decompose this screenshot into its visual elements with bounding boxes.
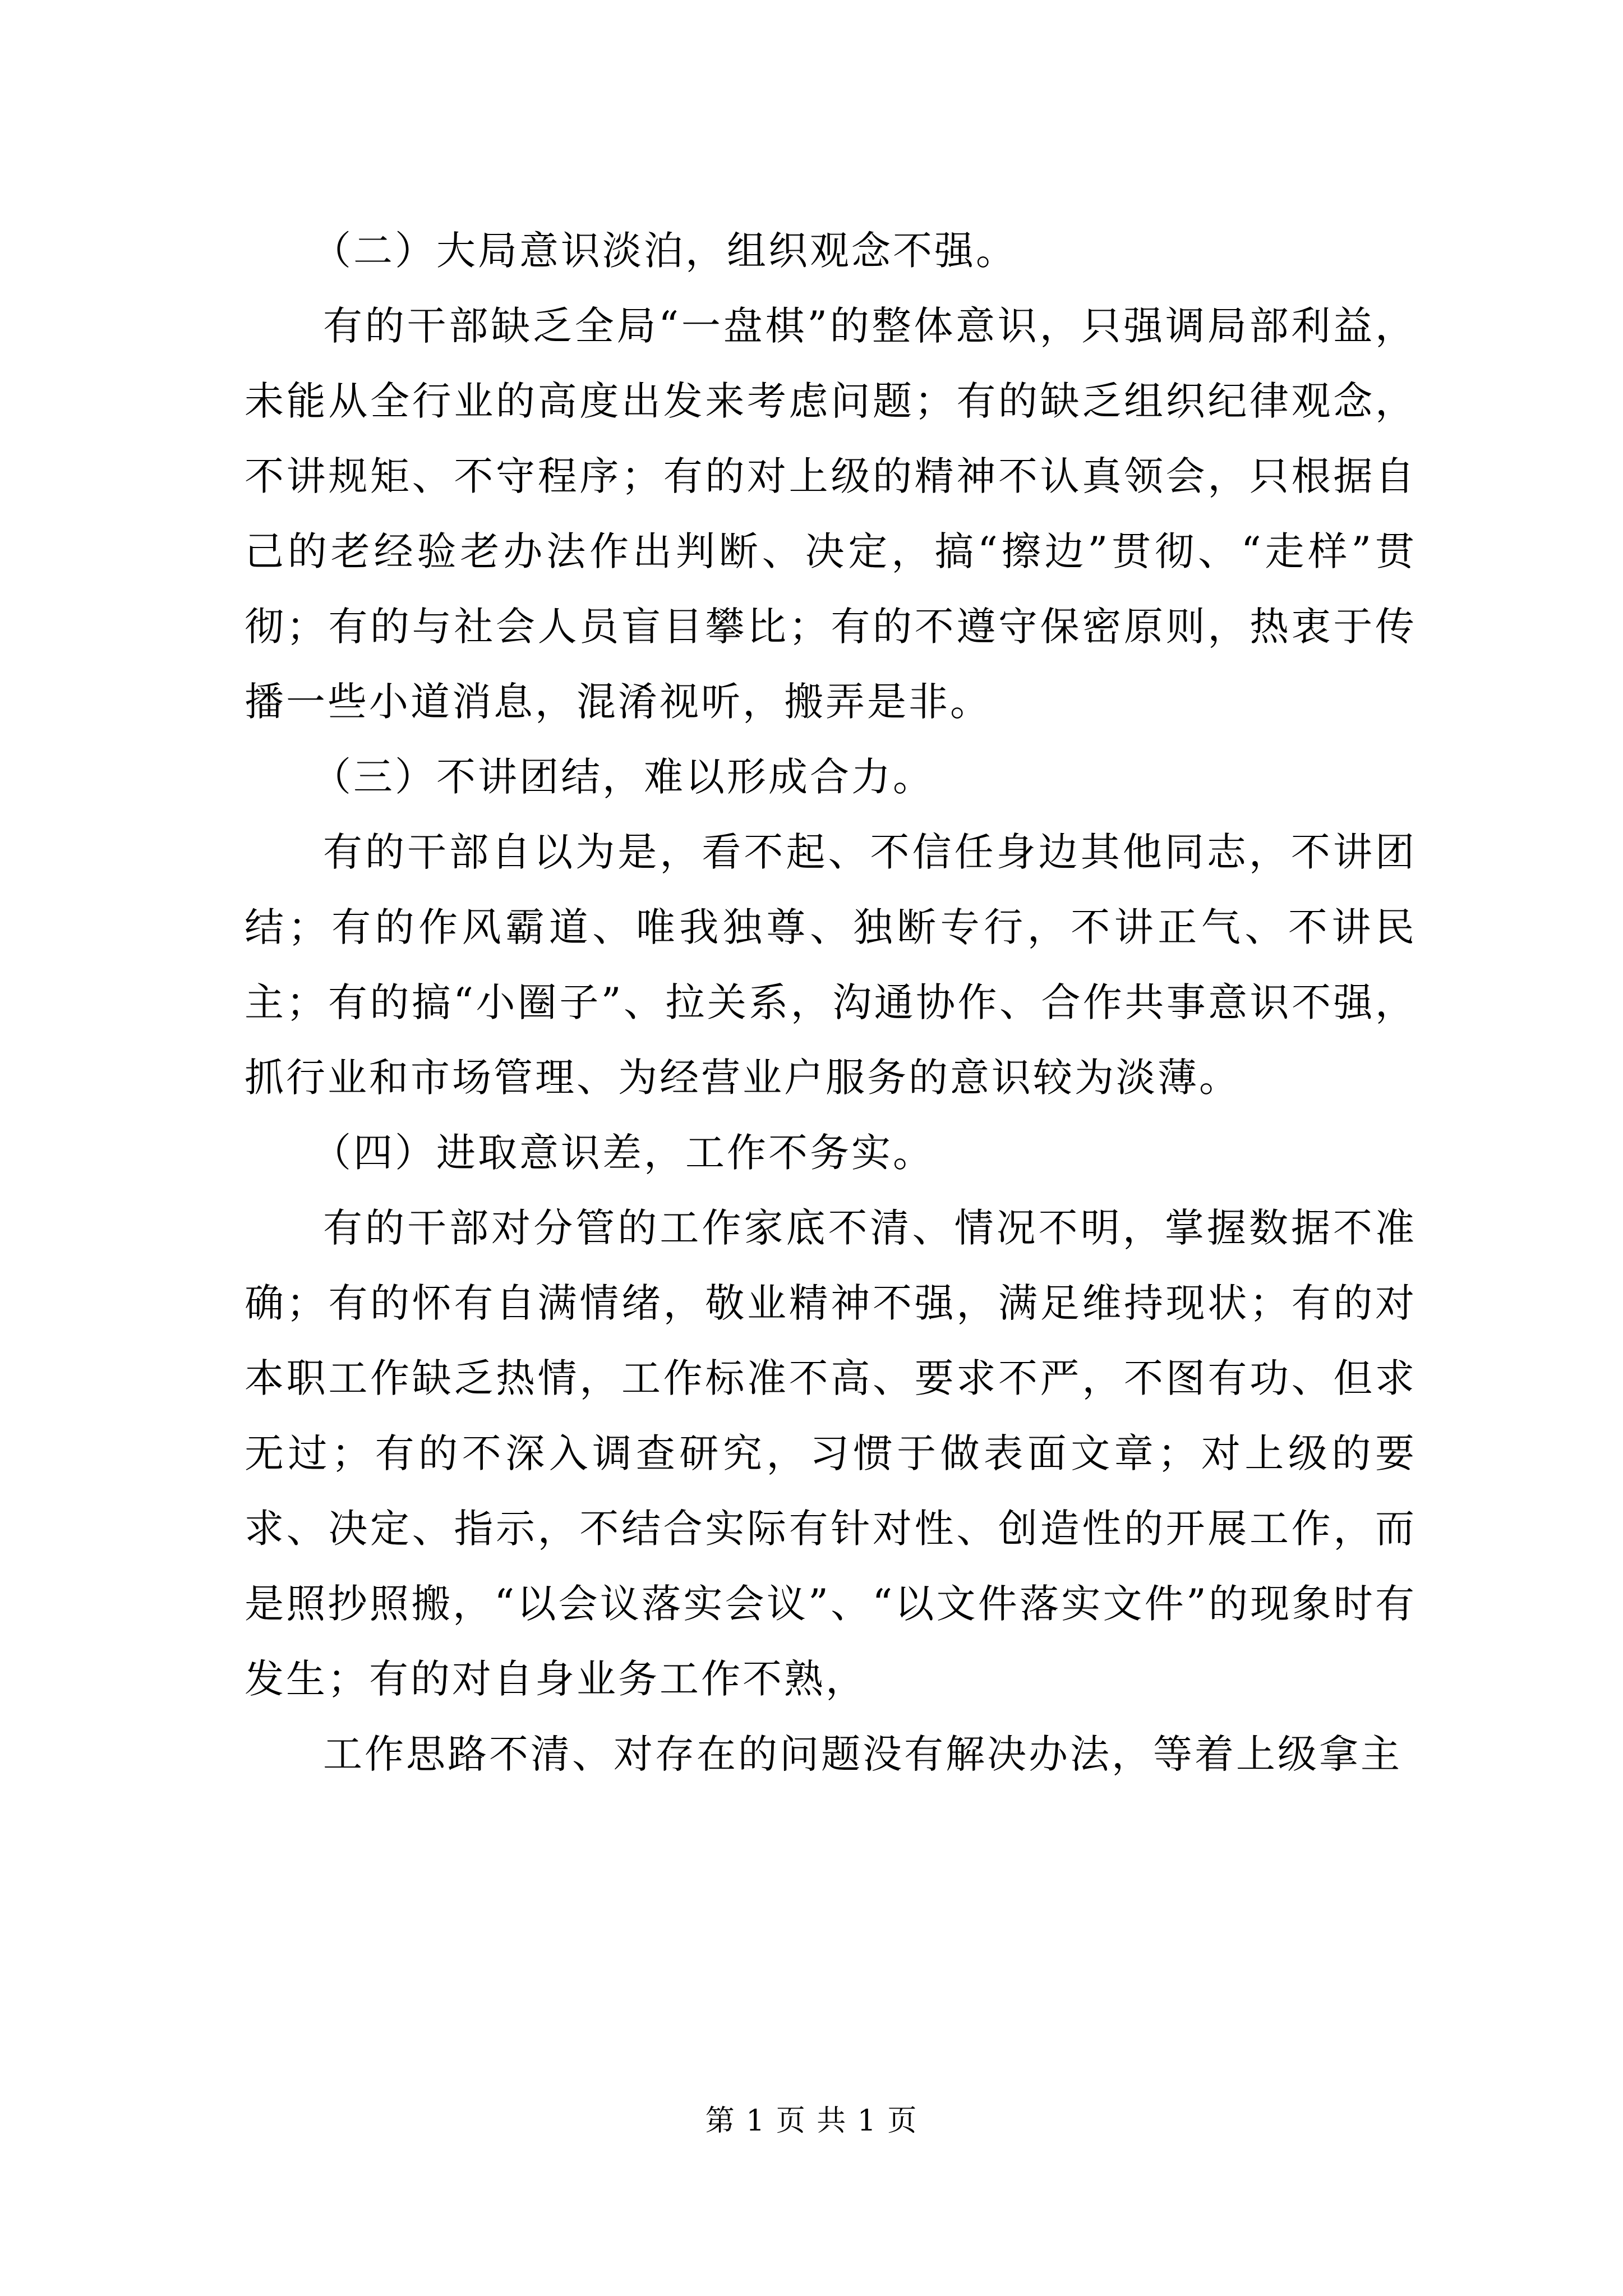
paragraph-section-4: 有的干部对分管的工作家底不清、情况不明，掌握数据不准确；有的怀有自满情绪，敬业精神不强，满足维持现状；有的对本职工作缺乏热情，工作标准不高、要求不严，不图有功、但求无过；有的不深入调查研究，习惯于做表面文章；对上级的要求、决定、指示，不结合实际有针对性、创造性的开展工作，而是照抄照搬，“以会议落实会议”、“以文件落实文件”的现象时有发生；有的对自身业务工作不熟，	[245, 1205, 1417, 1702]
page-footer: 第 1 页 共 1 页	[705, 2104, 918, 2138]
section-heading-2: （二）大局意识淡泊，组织观念不强。	[312, 228, 1017, 274]
paragraph-section-3: 有的干部自以为是，看不起、不信任身边其他同志，不讲团结；有的作风霸道、唯我独尊、独断专行，不讲正气、不讲民主；有的搞“小圈子”、拉关系，沟通协作、合作共事意识不强，抓行业和市场管理、为经营业户服务的意识较为淡薄。	[245, 829, 1417, 1101]
section-heading-4: （四）进取意识差，工作不务实。	[312, 1130, 934, 1176]
paragraph-section-2: 有的干部缺乏全局“一盘棋”的整体意识，只强调局部利益，未能从全行业的高度出发来考虑问题；有的缺乏组织纪律观念，不讲规矩、不守程序；有的对上级的精神不认真领会，只根据自己的老经验老办法作出判断、决定，搞“擦边”贯彻、“走样”贯彻；有的与社会人员盲目攀比；有的不遵守保密原则，热衷于传播一些小道消息，混淆视听，搬弄是非。	[245, 303, 1417, 725]
paragraph-continuation: 工作思路不清、对存在的问题没有解决办法，等着上级拿主	[323, 1731, 1402, 1777]
section-heading-3: （三）不讲团结，难以形成合力。	[312, 754, 934, 800]
document-body	[245, 213, 1417, 1792]
